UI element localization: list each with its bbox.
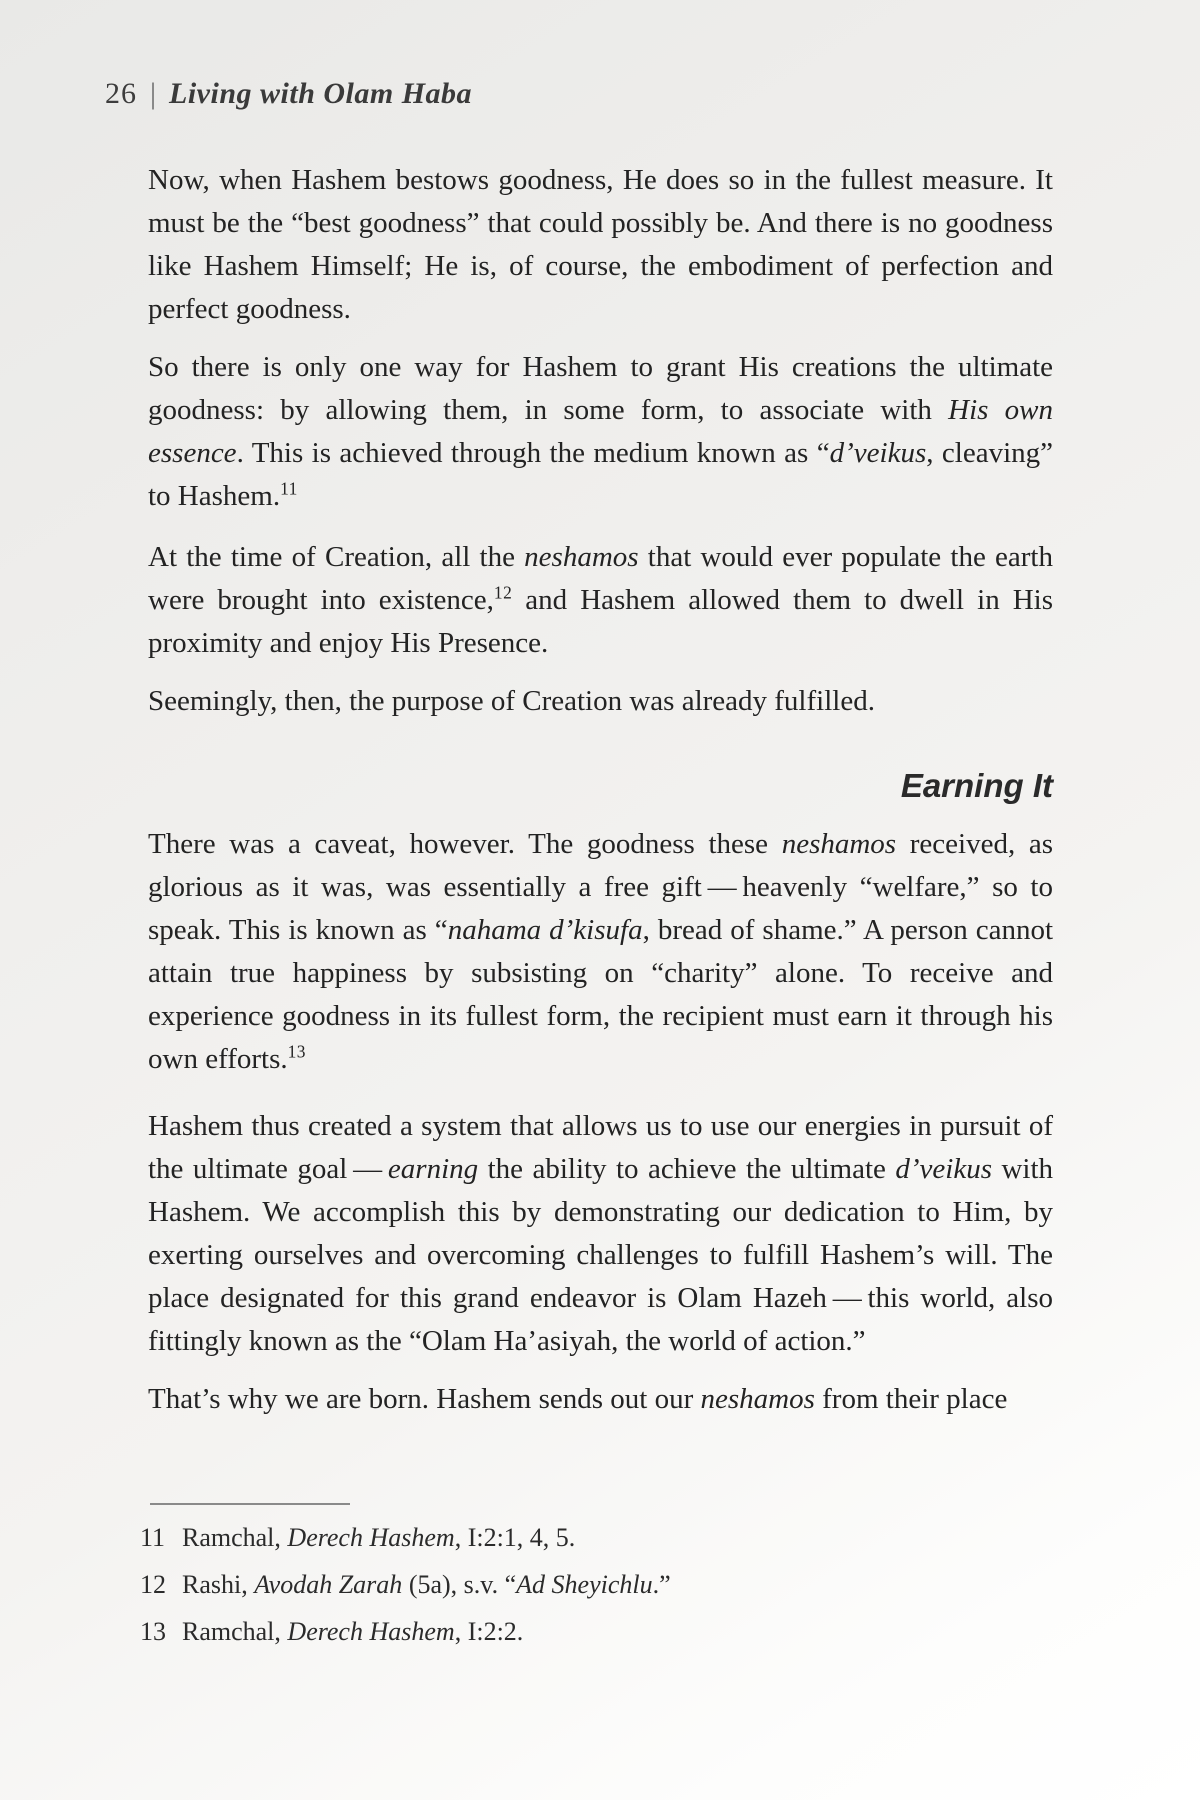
italic-text: earning — [387, 1153, 479, 1185]
paragraph — [148, 346, 1053, 518]
text-run: received, as glorious as it was, was essentially a free gift — heavenly “welfare,” so to speak. This is known as “ — [148, 828, 1054, 946]
footnote-divider — [150, 1503, 350, 1505]
text-run: . This is achieved through the medium known as “ — [236, 437, 830, 469]
italic-text: neshamos — [700, 1383, 815, 1415]
footnote-ref: 13 — [287, 1041, 306, 1062]
footnotes — [140, 1521, 1053, 1649]
text-run: Seemingly, then, the purpose of Creation was already fulfilled. — [148, 685, 875, 717]
text-run: Now, when Hashem bestows goodness, He does so in the fullest measure. It must be the “best goodness” that could possibly be. And there is no goodness like Hashem Himself; He is, of course, the embodiment of perfection and perfect goodness. — [148, 164, 1053, 325]
text-run: There was a caveat, however. The goodness these — [148, 828, 782, 860]
italic-text: Derech Hashem — [287, 1617, 455, 1646]
text-run: .” — [652, 1570, 671, 1599]
section-heading: Earning It — [900, 767, 1053, 804]
text-run: (5a), s.v. “ — [402, 1570, 517, 1599]
paragraph — [148, 1105, 1053, 1363]
paragraph — [148, 159, 1053, 331]
book-title: Living with Olam Haba — [169, 77, 473, 110]
text-run: So there is only one way for Hashem to grant His creations the ultimate goodness: by allowing them, in some form, to associate with — [148, 351, 1053, 426]
paragraph — [148, 680, 1053, 723]
footnote-text — [182, 1615, 523, 1649]
text-run: Ramchal, — [182, 1523, 288, 1552]
text-run: , I:2:2. — [454, 1617, 524, 1646]
footnote — [140, 1615, 1053, 1649]
running-header — [105, 76, 472, 112]
italic-text: d’veikus — [895, 1153, 992, 1185]
text-run: , cleaving” to Hashem. — [148, 437, 1053, 512]
paragraph — [148, 823, 1053, 1081]
footnote-number: 12 — [140, 1570, 166, 1599]
footnote-number: 11 — [140, 1523, 166, 1552]
italic-text: neshamos — [524, 541, 639, 573]
italic-text: Ad Sheyichlu — [516, 1570, 653, 1599]
footnote-number: 13 — [140, 1617, 166, 1646]
footnote-ref: 12 — [493, 582, 513, 603]
text-run: Hashem thus created a system that allows us to use our energies in pursuit of the ultimate goal — — [148, 1110, 1053, 1185]
footnote — [140, 1568, 1053, 1602]
header-separator: | — [150, 77, 157, 110]
text-run: the ability to achieve the ultimate — [478, 1153, 896, 1185]
paragraph — [148, 536, 1053, 665]
footnote-text — [182, 1521, 575, 1555]
page-number: 26 — [105, 77, 137, 110]
italic-text: Avodah Zarah — [254, 1570, 403, 1599]
text-run: with Hashem. We accomplish this by demonstrating our dedication to Him, by exerting ourselves and overcoming challenges to fulfill Hashem’s will. The place designated for this grand endeavor is Olam Hazeh — this world, also fittingly known as the “Olam Ha’asiyah, the world of action.” — [148, 1153, 1054, 1357]
page-content — [140, 159, 1054, 1662]
footnote-text — [182, 1568, 671, 1602]
text-run: , I:2:1, 4, 5. — [454, 1523, 576, 1552]
footnote-ref: 11 — [280, 478, 298, 499]
italic-text: nahama d’kisufa — [447, 914, 643, 946]
text-run: That’s why we are born. Hashem sends out our — [148, 1383, 701, 1415]
text-run: from their place — [814, 1383, 1008, 1415]
italic-text: His own essence — [148, 394, 1053, 469]
body-text — [148, 159, 1053, 1421]
footnote — [140, 1521, 1053, 1555]
italic-text: d’veikus — [829, 437, 927, 469]
text-run: Ramchal, — [182, 1617, 288, 1646]
italic-text: neshamos — [781, 828, 897, 860]
text-run: At the time of Creation, all the — [148, 541, 525, 573]
text-run: Rashi, — [182, 1570, 255, 1599]
text-run: and Hashem allowed them to dwell in His proximity and enjoy His Presence. — [148, 584, 1054, 659]
paragraph — [148, 1378, 1053, 1421]
italic-text: Derech Hashem — [287, 1523, 455, 1552]
text-run: , bread of shame.” A person cannot attain true happiness by subsisting on “charity” alone. To receive and experience goodness in its fullest form, the recipient must earn it through his own efforts. — [148, 914, 1054, 1075]
text-run: that would ever populate the earth were brought into existence, — [148, 541, 1053, 616]
